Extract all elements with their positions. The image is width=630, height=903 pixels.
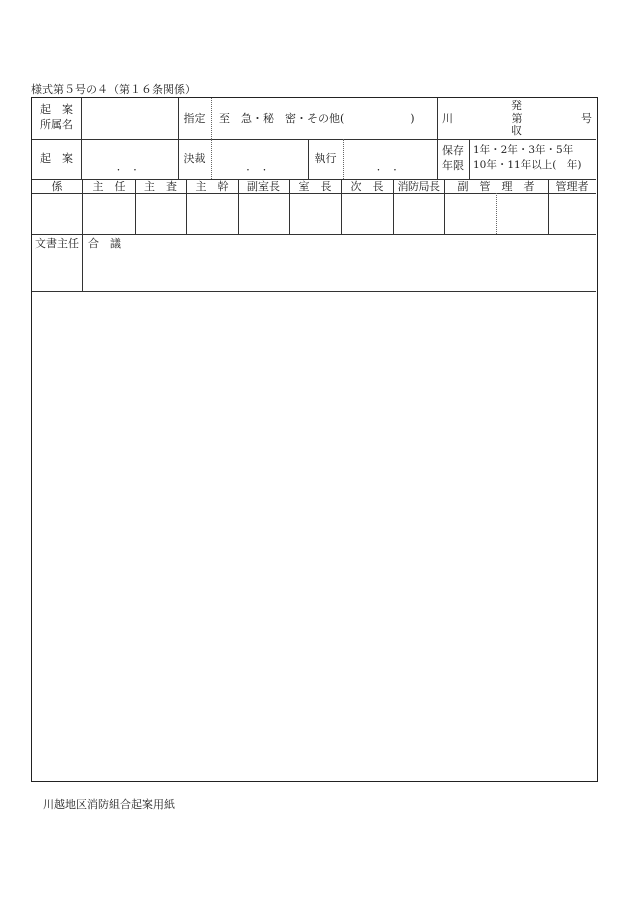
approval-date-field[interactable]: ． ． — [246, 160, 274, 173]
designation-options[interactable]: 至 急・秘 密・その他( ) — [219, 112, 415, 125]
approver-header-fukukanrisha: 副 管 理 者 — [457, 180, 535, 193]
approver-header-shunin: 主 任 — [92, 180, 126, 193]
kawa-label: 川 — [442, 112, 453, 125]
doc-chief-label: 文書主任 — [35, 237, 79, 250]
draft-label: 起 案 — [40, 152, 73, 165]
stamp-box-kakari[interactable] — [32, 194, 82, 234]
hatsu-label: 発 — [511, 99, 522, 112]
exec-date-field[interactable]: ． ． — [376, 160, 405, 173]
draft-form — [31, 97, 598, 782]
designation-label: 指定 — [183, 112, 206, 125]
approver-header-jicho: 次 長 — [350, 180, 384, 193]
body-text-area[interactable] — [32, 292, 596, 780]
approver-header-fukushitsucho: 副室長 — [247, 180, 280, 193]
stamp-box-fukushitsucho[interactable] — [238, 194, 289, 234]
consultation-label: 合 議 — [88, 237, 121, 250]
stamp-box-kanrisha[interactable] — [548, 194, 596, 234]
retention-options-line1[interactable]: 1年・2年・3年・5年 — [473, 144, 574, 156]
draft-date-field[interactable]: ． ． — [116, 160, 145, 173]
stamp-box-shukan[interactable] — [186, 194, 238, 234]
stamp-box-shitsucho[interactable] — [289, 194, 341, 234]
dept-name-field[interactable] — [83, 98, 177, 139]
retention-label-bottom: 年限 — [442, 159, 464, 172]
go-label: 号 — [581, 112, 592, 125]
shu-label: 収 — [511, 124, 522, 137]
approver-header-kanrisha: 管理者 — [555, 180, 589, 193]
approver-header-shitsucho: 室 長 — [298, 180, 332, 193]
footer-org-name: 川越地区消防組合起案用紙 — [43, 798, 175, 811]
retention-label-top: 保存 — [442, 144, 464, 157]
consultation-field[interactable] — [83, 248, 596, 291]
approver-header-kakari: 係 — [51, 180, 63, 193]
stamp-box-shusa[interactable] — [135, 194, 186, 234]
retention-options-line2[interactable]: 10年・11年以上( 年) — [473, 159, 582, 171]
approver-header-shusa: 主 査 — [144, 180, 177, 193]
approver-header-shukan: 主 幹 — [195, 180, 229, 193]
stamp-box-jicho[interactable] — [341, 194, 393, 234]
dai-label: 第 — [511, 112, 523, 125]
stamp-box-fukukanrisha[interactable] — [444, 194, 548, 234]
dept-label-top: 起 案 — [40, 103, 73, 116]
approver-header-kyokucho: 消防局長 — [397, 180, 440, 193]
dept-label-bottom: 所属名 — [40, 118, 73, 131]
approval-label: 決裁 — [183, 152, 206, 165]
stamp-box-kyokucho[interactable] — [393, 194, 444, 234]
stamp-box-shunin[interactable] — [83, 194, 135, 234]
form-title: 様式第５号の４（第１６条関係） — [31, 83, 196, 96]
exec-label: 執行 — [314, 152, 337, 165]
